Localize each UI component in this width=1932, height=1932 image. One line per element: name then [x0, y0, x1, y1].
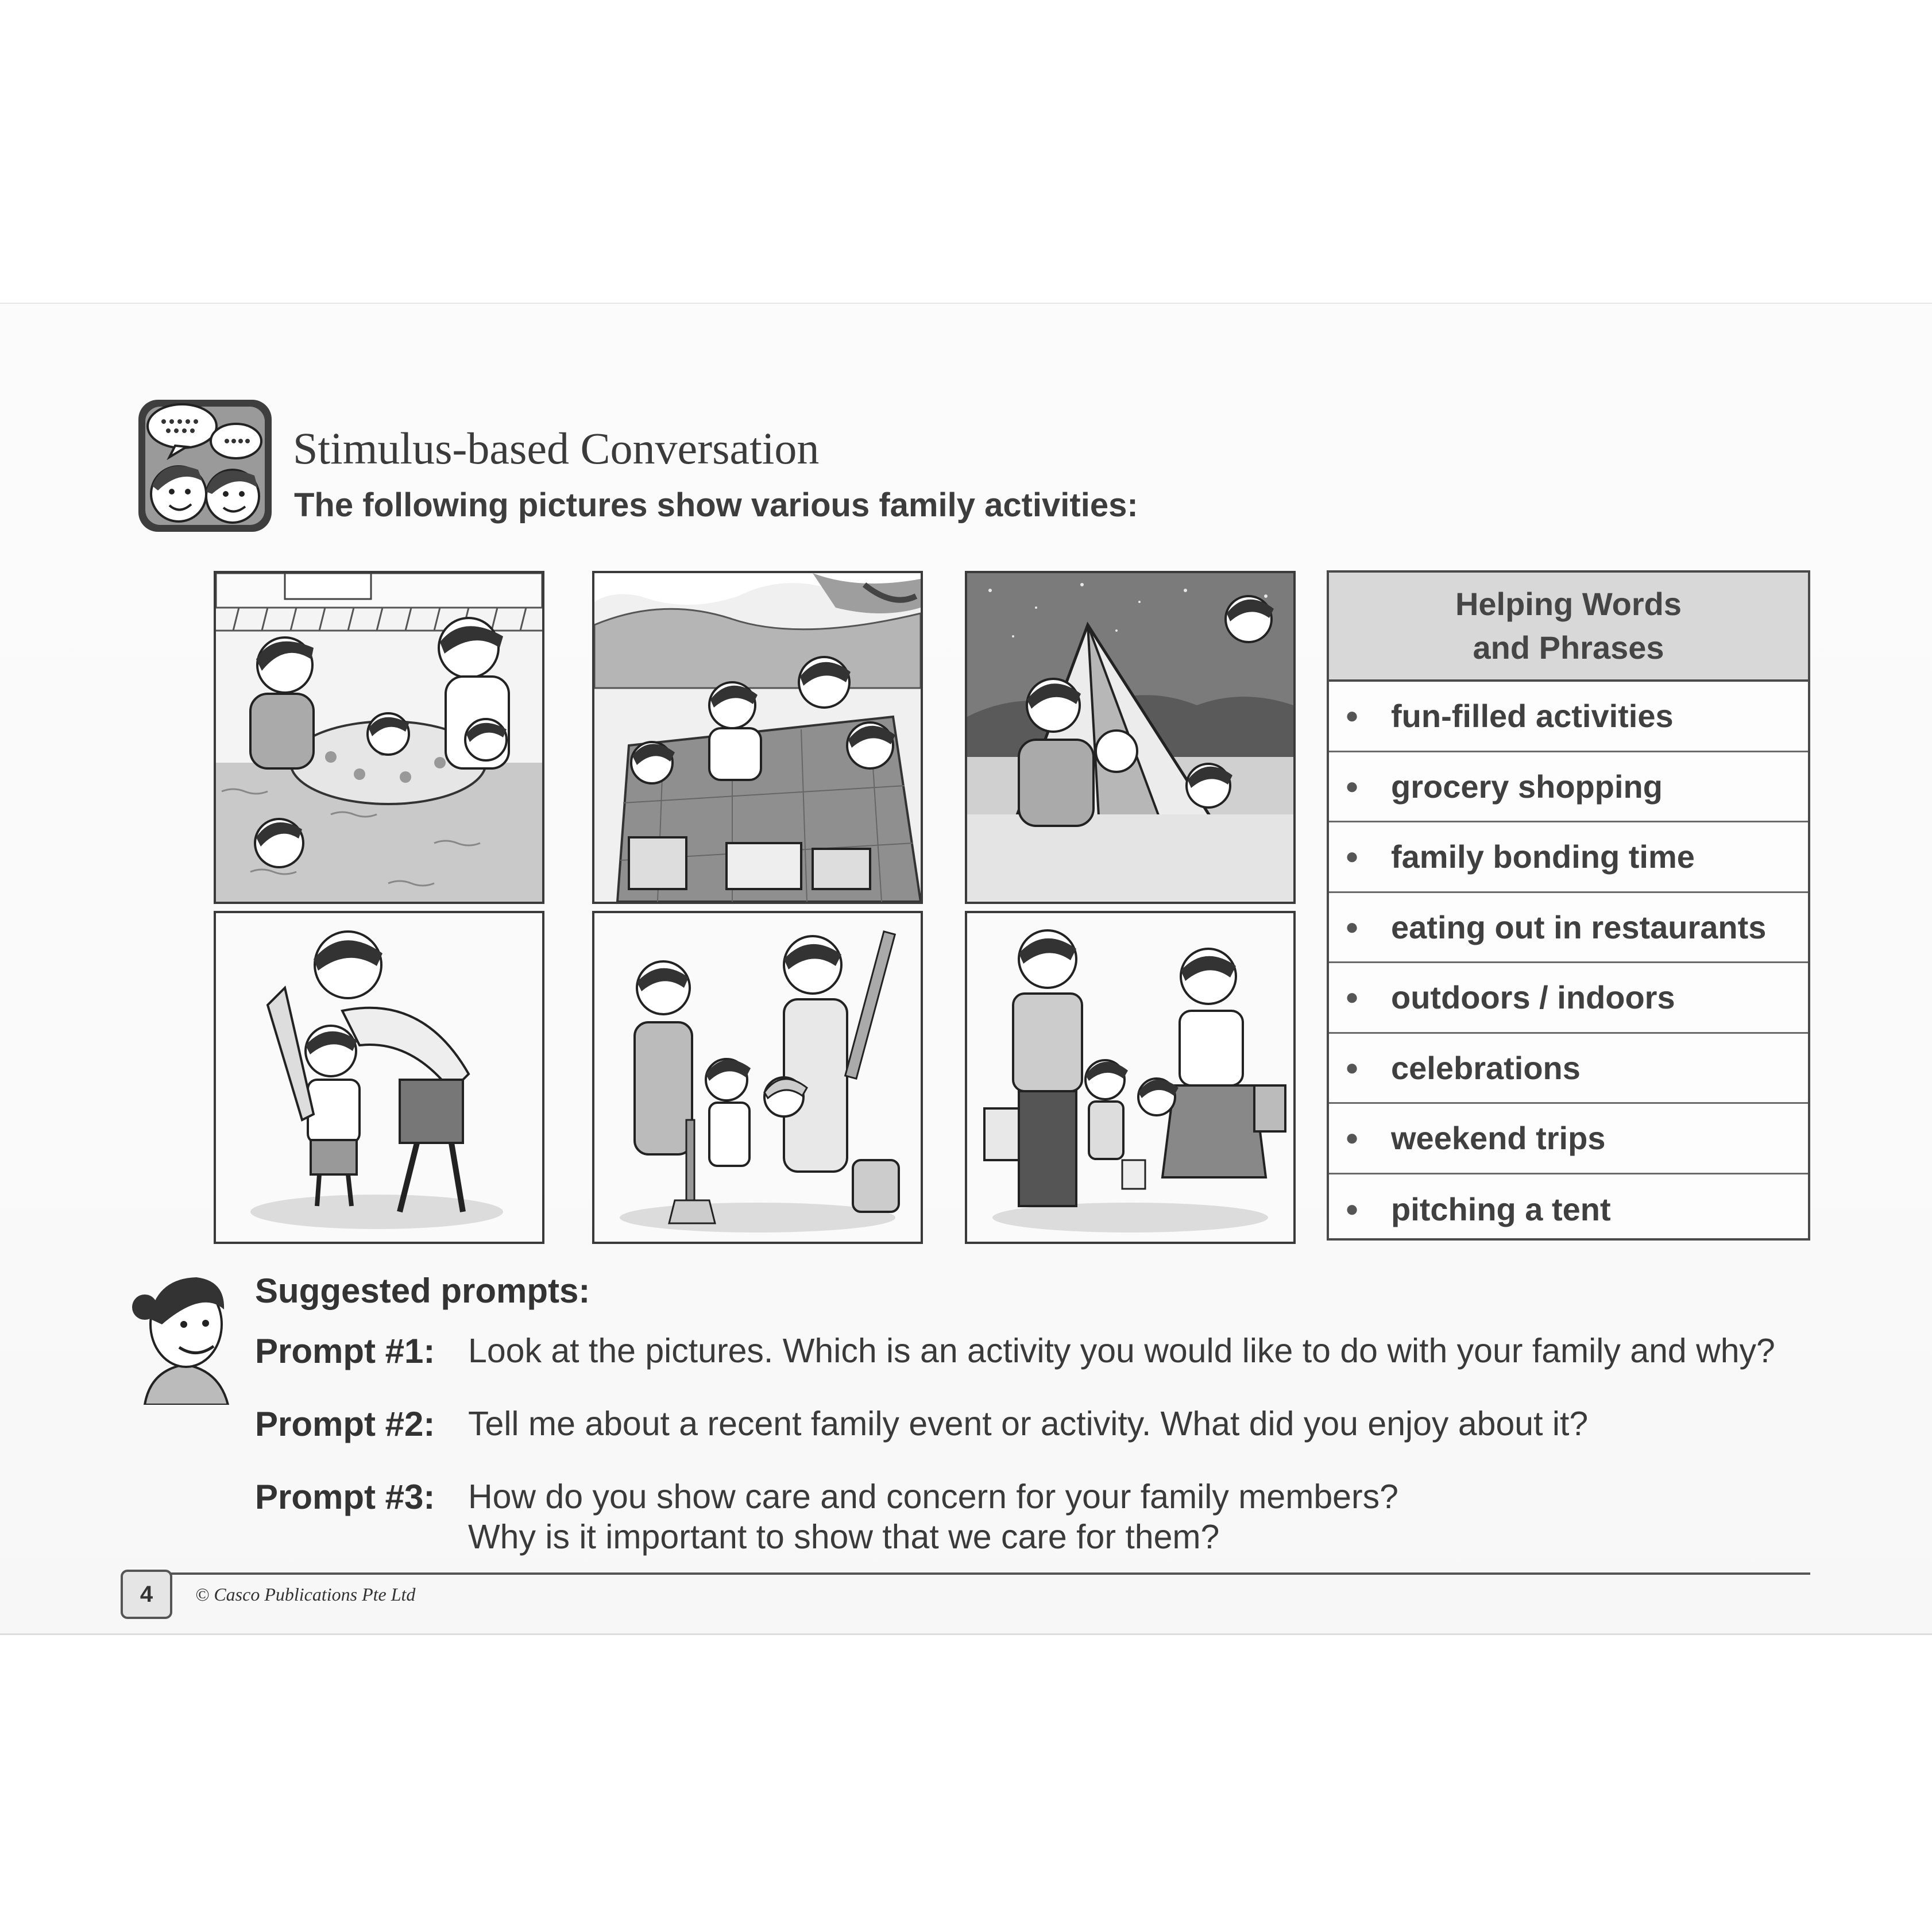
bullet-icon: ● [1345, 1125, 1359, 1151]
bullet-icon: ● [1345, 703, 1359, 729]
copyright-text: © Casco Publications Pte Ltd [195, 1584, 416, 1605]
prompt-label: Prompt #2: [255, 1405, 435, 1443]
phrase-row [1329, 893, 1808, 964]
prompt-text: Look at the pictures. Which is an activity you would like to do with your family and why? [468, 1332, 1775, 1370]
phrase-text: celebrations [1391, 1049, 1581, 1086]
helping-words-header-line1: Helping Words [1455, 586, 1682, 622]
bullet-icon: ● [1345, 984, 1359, 1010]
phrase-text: outdoors / indoors [1391, 979, 1675, 1016]
phrase-text: grocery shopping [1391, 768, 1663, 805]
prompt-label: Prompt #3: [255, 1478, 435, 1516]
bullet-icon: ● [1345, 773, 1359, 799]
bullet-icon: ● [1345, 1196, 1359, 1222]
page-number: 4 [121, 1570, 172, 1619]
prompt-text: Tell me about a recent family event or activity. What did you enjoy about it? [468, 1405, 1589, 1443]
phrase-row [1329, 822, 1808, 893]
prompts-heading: Suggested prompts: [255, 1272, 590, 1310]
prompt-text: How do you show care and concern for your family members? [468, 1478, 1398, 1516]
phrase-text: eating out in restaurants [1391, 909, 1767, 945]
phrase-row [1329, 1034, 1808, 1104]
page-subtitle: The following pictures show various family activities: [294, 486, 1138, 524]
phrase-row [1329, 1174, 1808, 1245]
page-title: Stimulus-based Conversation [293, 423, 820, 473]
teacher-face-icon [122, 1261, 242, 1405]
bullet-icon: ● [1345, 844, 1359, 870]
prompt-text: Why is it important to show that we care for them? [468, 1518, 1220, 1556]
phrase-text: weekend trips [1391, 1120, 1606, 1157]
helping-words-header-line2: and Phrases [1473, 629, 1664, 666]
helping-words-header [1329, 573, 1808, 682]
phrase-text: fun-filled activities [1391, 698, 1674, 735]
phrase-row [1329, 682, 1808, 752]
phrase-row [1329, 963, 1808, 1034]
bullet-icon: ● [1345, 914, 1359, 940]
phrase-text: pitching a tent [1391, 1191, 1611, 1228]
phrase-text: family bonding time [1391, 839, 1695, 875]
bullet-icon: ● [1345, 1054, 1359, 1080]
phrase-row [1329, 752, 1808, 823]
shopping-family-illustration [965, 911, 1296, 1244]
prompt-label: Prompt #1: [255, 1332, 435, 1370]
picnic-family-illustration [592, 571, 923, 904]
conversation-faces-icon [135, 395, 275, 536]
swimming-pool-family-illustration [214, 571, 544, 904]
helping-words-table [1327, 570, 1810, 1241]
baseball-batting-illustration [214, 911, 544, 1244]
house-cleaning-family-illustration [592, 911, 923, 1244]
phrase-row [1329, 1104, 1808, 1174]
footer-divider [171, 1572, 1810, 1575]
camping-tent-illustration [965, 571, 1296, 904]
